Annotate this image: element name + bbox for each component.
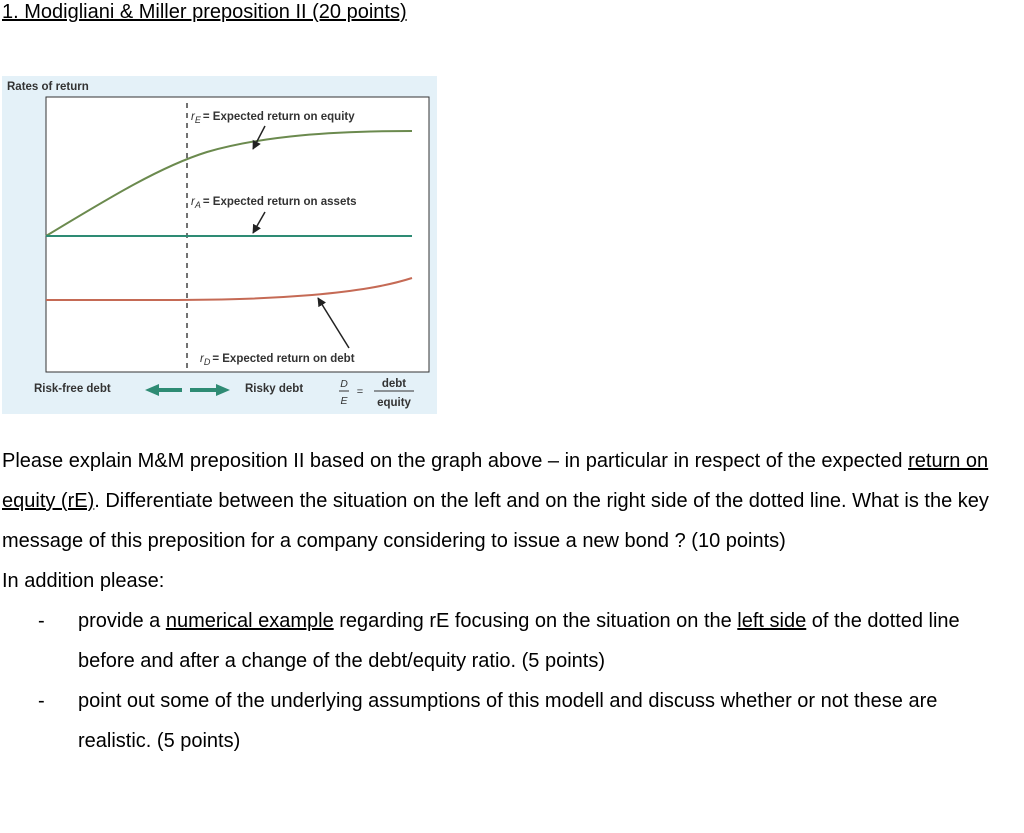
task-item-assumptions [2, 681, 1012, 761]
ratio-debt-word: debt [381, 378, 407, 390]
question-text-part-1: Please explain M&M preposition II based on the graph above – in particular in respect of the expected [2, 450, 909, 472]
re-subscript: E [194, 115, 201, 125]
y-axis-label: Rates of return [7, 81, 89, 93]
ra-subscript: A [194, 200, 201, 210]
question-body [2, 441, 1012, 761]
plot-area [46, 97, 429, 372]
rd-label [200, 353, 355, 367]
question-paragraph [2, 441, 1012, 561]
left-side-underlined: left side [737, 610, 807, 632]
task-item-numerical-example [2, 601, 1012, 681]
ra-symbol: r [191, 196, 195, 208]
risk-free-debt-label: Risk-free debt [34, 383, 111, 395]
question-text-part-2: . Differentiate between the situation on the left and on the right side of the dotted line. What is the key message of this preposition for a company considering to issue a new bond ? (10 points) [2, 490, 989, 552]
ra-text: = Expected return on assets [202, 196, 357, 208]
re-label [191, 111, 355, 125]
in-addition-line: In addition please: [2, 570, 165, 592]
re-text: = Expected return on equity [202, 111, 355, 123]
ratio-d: D [340, 378, 348, 390]
task-1-text-a: provide a [78, 610, 166, 632]
rd-subscript: D [203, 357, 211, 367]
mm-proposition-figure [2, 76, 437, 414]
task-2-text: point out some of the underlying assumptions of this modell and discuss whether or not these are realistic. (5 points) [78, 690, 938, 752]
rd-text: = Expected return on debt [212, 353, 355, 365]
task-list [2, 601, 1012, 761]
task-1-text-b: regarding rE focusing on the situation on the [333, 610, 738, 632]
question-heading: 1. Modigliani & Miller preposition II (20 points) [2, 1, 407, 23]
bullet-dash: - [38, 610, 45, 632]
ratio-equals: = [356, 386, 364, 398]
risky-debt-label: Risky debt [245, 383, 304, 395]
ratio-e: E [340, 395, 348, 407]
task-1-text-c: of the dotted line before and after a change of the debt/equity ratio. (5 points) [78, 610, 960, 672]
ratio-equity-word: equity [377, 397, 411, 409]
rd-symbol: r [200, 353, 204, 365]
numerical-example-underlined: numerical example [165, 610, 334, 632]
return-on-equity-underlined: return on equity (rE) [2, 450, 989, 512]
ra-label [191, 196, 357, 210]
bullet-dash: - [38, 690, 45, 712]
re-symbol: r [191, 111, 195, 123]
